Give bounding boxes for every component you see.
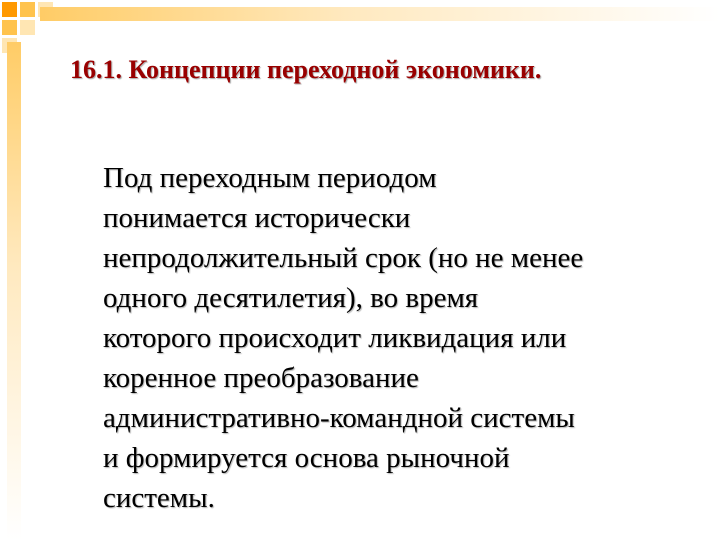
body-line: системы. xyxy=(103,482,215,514)
left-accent-bar xyxy=(7,42,21,540)
body-line: коренное преобразование xyxy=(103,362,419,394)
decorative-square xyxy=(20,2,35,17)
body-line: административно-командной системы xyxy=(103,402,575,434)
slide-title: 16.1. Концепции переходной экономики. xyxy=(70,55,542,84)
body-paragraph xyxy=(103,158,663,518)
body-line: которого происходит ликвидация или xyxy=(103,322,567,354)
decorative-square xyxy=(2,20,17,35)
body-line: понимается исторически xyxy=(103,202,411,234)
body-line: одного десятилетия), во время xyxy=(103,282,479,314)
body-line: Под переходным периодом xyxy=(103,162,437,194)
body-line: непродолжительный срок (но не менее xyxy=(103,242,584,274)
decorative-square xyxy=(2,2,17,17)
top-accent-bar xyxy=(40,7,720,21)
body-line: и формируется основа рыночной xyxy=(103,442,510,474)
decorative-square xyxy=(20,20,35,35)
